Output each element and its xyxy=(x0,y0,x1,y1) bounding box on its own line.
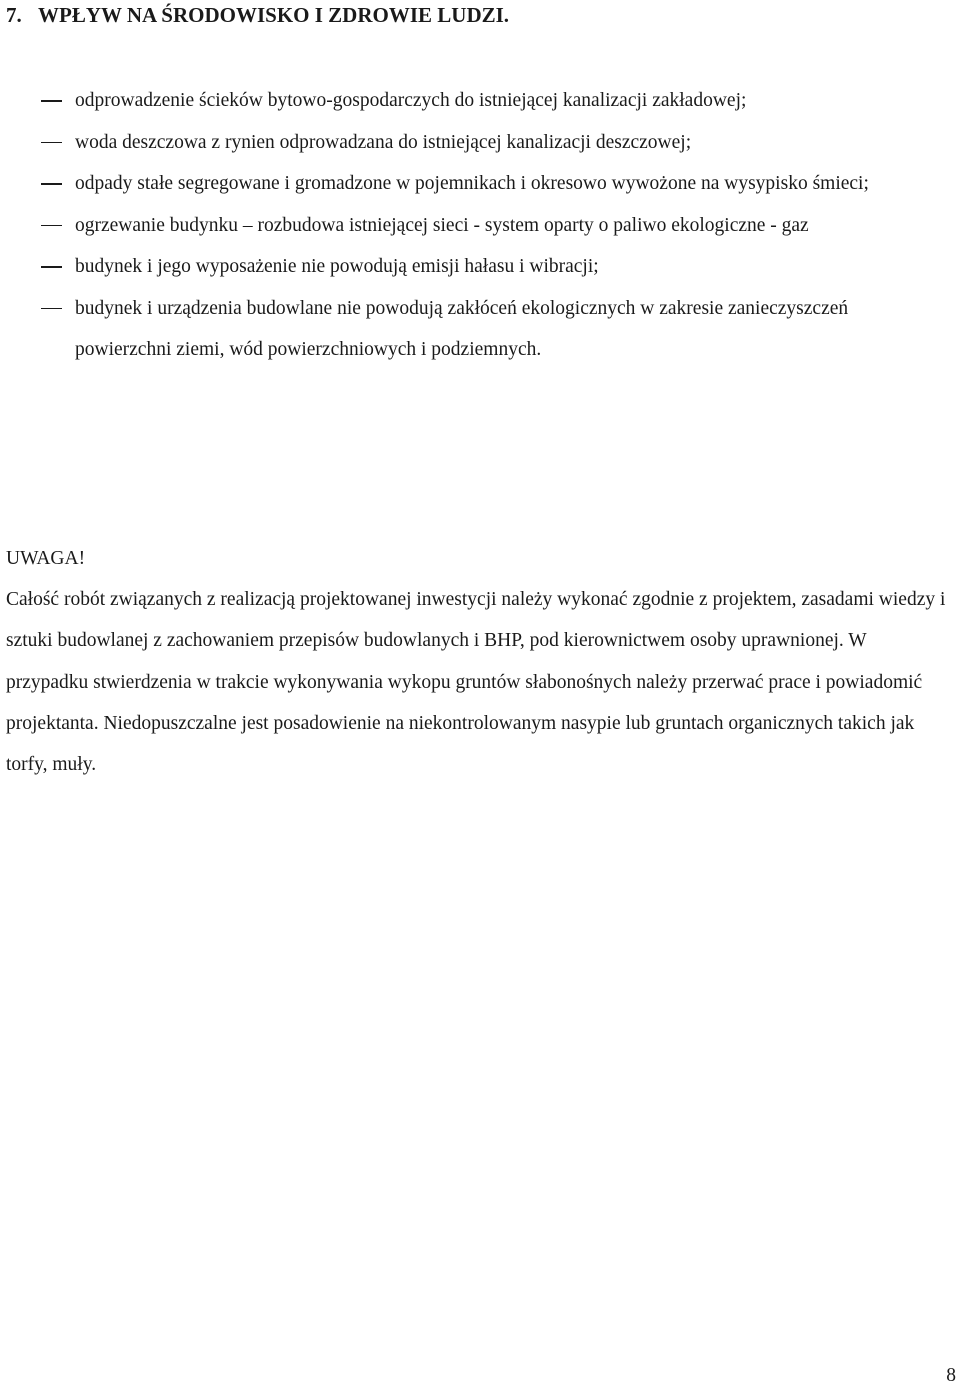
dash-bullet-icon xyxy=(41,308,62,310)
list-item xyxy=(0,288,960,371)
section-heading xyxy=(6,2,509,28)
list-item xyxy=(0,246,960,288)
list-item-text: ogrzewanie budynku – rozbudowa istniejącej sieci - system oparty o paliwo ekologiczne - gaz xyxy=(75,214,809,236)
section-title: WPŁYW NA ŚRODOWISKO I ZDROWIE LUDZI. xyxy=(38,3,510,27)
list-item-text: woda deszczowa z rynien odprowadzana do istniejącej kanalizacji deszczowej; xyxy=(75,131,692,153)
list-item xyxy=(0,205,960,247)
section-number: 7. xyxy=(6,3,22,27)
list-item xyxy=(0,122,960,164)
dash-bullet-icon xyxy=(41,183,62,185)
dash-bullet-icon xyxy=(41,225,62,227)
page-number: 8 xyxy=(946,1365,956,1386)
list-item xyxy=(0,163,960,205)
note-paragraph: Całość robót związanych z realizacją projektowanej inwestycji należy wykonać zgodnie z projektem, zasadami wiedzy i sztuki budowlanej z zachowaniem przepisów budowlanych i BHP, pod kierownictwem osoby uprawnionej. W przypadku stwierdzenia w trakcie wykonywania wykopu gruntów słabonośnych należy przerwać prace i powiadomić projektanta. Niedopuszczalne jest posadowienie na niekontrolowanym nasypie lub gruntach organicznych takich jak torfy, muły. xyxy=(6,589,946,776)
dash-bullet-icon xyxy=(41,100,62,102)
list-item-text: budynek i jego wyposażenie nie powodują emisji hałasu i wibracji; xyxy=(75,256,599,277)
list-item-text: budynek i urządzenia budowlane nie powodują zakłóceń ekologicznych w zakresie zanieczyszczeń powierzchni ziemi, wód powierzchniowych i podziemnych. xyxy=(75,297,849,360)
list-item-text: odpady stałe segregowane i gromadzone w pojemnikach i okresowo wywożone na wysypisko śmieci; xyxy=(75,173,869,194)
note-heading: UWAGA! xyxy=(6,548,86,569)
impact-list xyxy=(0,80,960,371)
list-item-text: odprowadzenie ścieków bytowo-gospodarczych do istniejącej kanalizacji zakładowej; xyxy=(75,90,747,111)
list-item xyxy=(0,80,960,122)
dash-bullet-icon xyxy=(41,266,62,268)
dash-bullet-icon xyxy=(41,142,62,144)
